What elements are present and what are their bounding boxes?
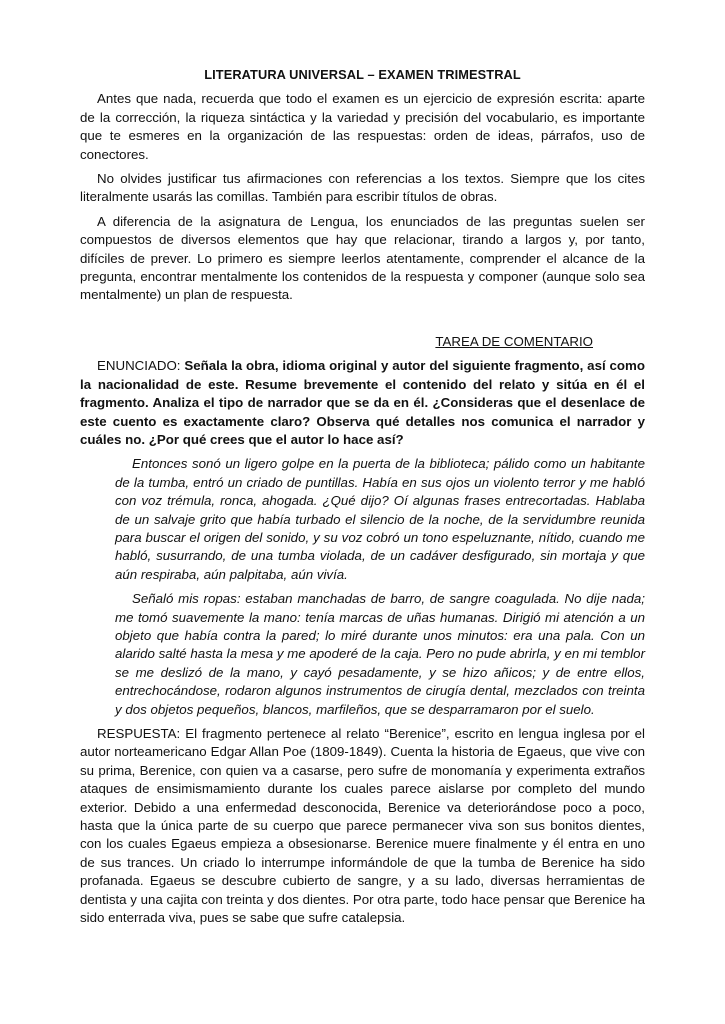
- respuesta-paragraph: [80, 725, 645, 927]
- document-title: LITERATURA UNIVERSAL – EXAMEN TRIMESTRAL: [204, 67, 521, 82]
- quote-paragraph-1: Entonces sonó un ligero golpe en la puerta de la biblioteca; pálido como un habitante de la tumba, entró un criado de puntillas. Había en sus ojos un violento terror y me habló con voz trémula, ronca, ahogada. ¿Qué dijo? Oí algunas frases entrecortadas. Hablaba de un salvaje grito que había turbado el silencio de la noche, de la servidumbre reunida para buscar el origen del sonido, y su voz cobró un tono espeluznante, nítido, cuando me habló, susurrando, de una tumba violada, de un cadáver desfigurado, sin mortaja y que aún respiraba, aún palpitaba, aún vivía.: [115, 456, 645, 582]
- enunciado-label: ENUNCIADO:: [97, 358, 185, 374]
- enunciado-paragraph: [80, 357, 645, 449]
- intro-paragraph-1: Antes que nada, recuerda que todo el examen es un ejercicio de expresión escrita: aparte de la corrección, la riqueza sintáctica y la variedad y precisión del vocabulario, es importante que te esmeres en la organización de las respuestas: orden de ideas, párrafos, uso de conectores.: [80, 91, 645, 162]
- respuesta-label: RESPUESTA:: [97, 726, 186, 741]
- respuesta-text: El fragmento pertenece al relato “Berenice”, escrito en lengua inglesa por el autor norteamericano Edgar Allan Poe (1809-1849). Cuenta la historia de Egaeus, que vive con su prima, Berenice, con quien va a casarse, pero sufre de monomanía y experimenta extraños ataques de ensimismamiento durante los cuales parece aislarse por completo del mundo exterior. Debido a una enfermedad desconocida, Berenice va deteriorándose poco a poco, hasta que la única parte de su cuerpo que parece permanecer viva son sus bonitos dientes, con los cuales Egaeus empieza a obsesionarse. Berenice muere finalmente y él entra en uno de sus trances. Un criado lo interrumpe informándole de que la tumba de Berenice ha sido profanada. Egaeus se descubre cubierto de sangre, y a su lado, diversas herramientas de dentista y una cajita con treinta y dos dientes. Por otra parte, todo hace pensar que Berenice ha sido enterrada viva, pues se sabe que sufre catalepsia.: [80, 726, 645, 926]
- intro-paragraph-2: No olvides justificar tus afirmaciones con referencias a los textos. Siempre que los cites literalmente usarás las comillas. También para escribir títulos de obras.: [80, 171, 645, 205]
- quote-paragraph-2: Señaló mis ropas: estaban manchadas de barro, de sangre coagulada. No dije nada; me tomó suavemente la mano: tenía marcas de uñas humanas. Dirigió mi atención a un objeto que había contra la pared; lo miré durante unos minutos: era una pala. Con un alarido salté hasta la mesa y me apoderé de la caja. Pero no pude abrirla, y en mi temblor se me deslizó de la mano, y cayó pesadamente, y se hizo añicos; y de entre ellos, entrechocándose, rodaron algunos instrumentos de cirugía dental, mezclados con treinta y dos objetos pequeños, blancos, marfileños, que se desparramaron por el suelo.: [115, 591, 645, 717]
- enunciado-text: Señala la obra, idioma original y autor del siguiente fragmento, así como la nacionalidad de este. Resume brevemente el contenido del relato y sitúa en él el fragmento. Analiza el tipo de narrador que se da en él. ¿Consideras que el desenlace de este cuento es exactamente claro? Observa qué detalles nos comunica el narrador y cuáles no. ¿Por qué crees que el autor lo hace así?: [80, 358, 645, 447]
- exam-document: [80, 66, 645, 933]
- section-title: TAREA DE COMENTARIO: [435, 333, 593, 349]
- intro-paragraph-3: A diferencia de la asignatura de Lengua, los enunciados de las preguntas suelen ser compuestos de diversos elementos que hay que relacionar, tirando a largos y, por tanto, difíciles de prever. Lo primero es siempre leerlos atentamente, comprender el alcance de la pregunta, encontrar mentalmente los contenidos de la respuesta y componer (aunque solo sea mentalmente) un plan de respuesta.: [80, 213, 645, 303]
